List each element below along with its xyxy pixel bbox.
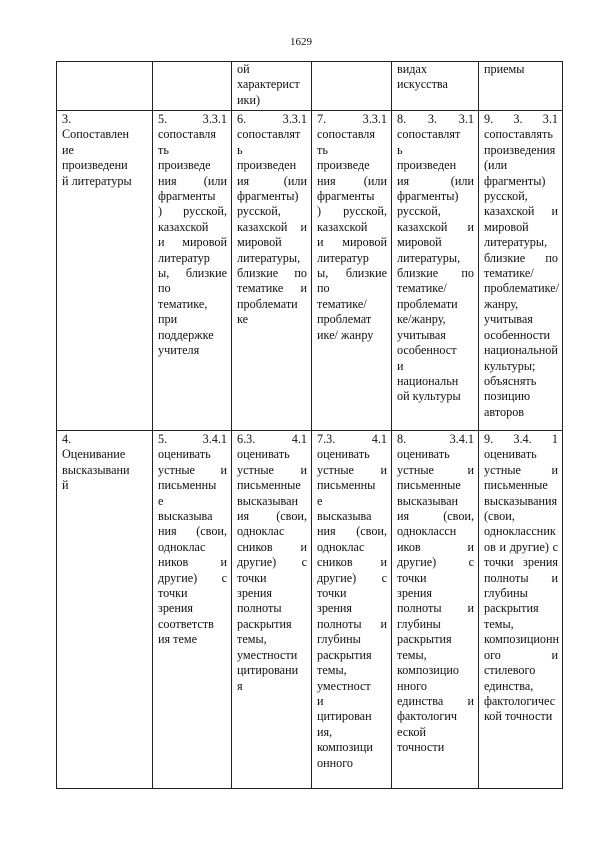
- cell-line: 9. 3.4. 1: [484, 432, 558, 446]
- cell-line: ие: [62, 142, 74, 157]
- cell-line: ия (или: [237, 173, 307, 188]
- cell-line: 6.3. 4.1: [237, 432, 307, 446]
- cell-line: приемы: [484, 62, 525, 76]
- cell-line: сопоставлят: [397, 127, 461, 142]
- cell-line: оценивать: [317, 447, 370, 462]
- cell-line: Оценивание: [62, 447, 126, 462]
- cell-line: жанру,: [484, 296, 519, 311]
- cell-line: 6. 3.3.1: [237, 112, 307, 126]
- cell-line: литератур: [158, 250, 210, 265]
- cell-line: русской,: [397, 204, 441, 219]
- cell-line: казахской и: [237, 219, 307, 234]
- cell-line: близкие по: [237, 266, 307, 281]
- cell-line: казахской и: [397, 219, 474, 234]
- cell-line: сопоставлять: [484, 127, 553, 142]
- cell-line: ия (свои,: [397, 509, 474, 524]
- cell-line: онного: [317, 755, 354, 770]
- cell-line: 5. 3.4.1: [158, 432, 227, 446]
- table-cell-grade-7: [312, 62, 392, 111]
- cell-line: ке: [237, 312, 249, 327]
- cell-line: (или: [484, 158, 508, 173]
- cell-line: ) русской,: [317, 204, 387, 219]
- cell-line: ики): [237, 92, 261, 107]
- cell-line: точки: [397, 570, 427, 585]
- cell-line: и: [397, 358, 404, 373]
- table-cell-grade-6: [232, 62, 312, 111]
- cell-line: фрагменты: [317, 189, 375, 204]
- cell-line: ть: [158, 142, 169, 157]
- cell-line: 5. 3.3.1: [158, 112, 227, 126]
- cell-line: 8. 3.4.1: [397, 432, 474, 446]
- cell-line: зрения: [317, 601, 352, 616]
- table-cell-grade-5: [153, 62, 232, 111]
- cell-line: устные и: [158, 462, 227, 477]
- cell-line: казахской и: [484, 204, 558, 219]
- cell-line: высказыван: [237, 493, 299, 508]
- cell-line: литератур: [317, 250, 369, 265]
- cell-line: и: [317, 693, 324, 708]
- cell-line: стилевого: [484, 663, 536, 678]
- cell-line: ике/ жанру: [317, 327, 374, 342]
- cell-line: я: [237, 678, 243, 693]
- cell-line: письменные: [397, 478, 461, 493]
- cell-line: фрагменты): [484, 173, 546, 188]
- cell-line: русской,: [237, 204, 281, 219]
- table-row: [57, 111, 563, 431]
- table-cell-grade-7: [312, 111, 392, 431]
- cell-line: ы, близкие: [158, 266, 227, 281]
- table-cell-grade-5: [153, 111, 232, 431]
- cell-line: раскрытия: [484, 601, 539, 616]
- cell-line: е: [158, 493, 164, 508]
- cell-line: ь: [397, 142, 403, 157]
- cell-line: ого и: [484, 647, 558, 662]
- cell-line: раскрытия: [397, 632, 452, 647]
- cell-line: зрения: [237, 586, 272, 601]
- cell-line: другие) с: [317, 570, 387, 585]
- cell-line: точности: [397, 740, 445, 755]
- cell-line: ия,: [317, 724, 333, 739]
- cell-line: нного: [397, 678, 427, 693]
- cell-line: полноты и: [397, 601, 474, 616]
- cell-line: 9. 3. 3.1: [484, 112, 558, 126]
- cell-line: другие) с: [237, 555, 307, 570]
- cell-line: ния (или: [158, 173, 227, 188]
- cell-line: проблемат: [317, 312, 372, 327]
- cell-line: ников и: [158, 555, 227, 570]
- cell-line: композицио: [397, 663, 459, 678]
- cell-line: уместност: [317, 678, 371, 693]
- cell-line: композици: [317, 740, 373, 755]
- cell-line: поддержке: [158, 327, 214, 342]
- page-number: 1629: [290, 36, 312, 48]
- cell-line: русской,: [484, 189, 528, 204]
- cell-line: одноклас: [317, 539, 365, 554]
- cell-line: видах: [397, 62, 427, 76]
- cell-line: ния (свои,: [158, 524, 227, 539]
- curriculum-table: [56, 61, 563, 789]
- cell-line: сников и: [317, 555, 387, 570]
- cell-line: объяснять: [484, 373, 537, 388]
- cell-line: тематике/: [317, 296, 367, 311]
- cell-line: учитывая: [397, 327, 446, 342]
- cell-line: по: [317, 281, 330, 296]
- cell-line: 7. 3.3.1: [317, 112, 387, 126]
- cell-line: мировой: [397, 235, 442, 250]
- cell-line: фактологичес: [484, 693, 556, 708]
- cell-line: письменные: [484, 478, 548, 493]
- table-cell-grade-8: [392, 431, 479, 789]
- cell-line: точки: [158, 586, 188, 601]
- cell-line: произведен: [237, 158, 297, 173]
- table-row: [57, 62, 563, 111]
- cell-line: глубины: [317, 632, 361, 647]
- cell-line: тематике/: [397, 281, 447, 296]
- cell-line: ой: [237, 62, 250, 76]
- cell-line: высказыван: [397, 493, 459, 508]
- cell-line: оценивать: [397, 447, 450, 462]
- table-cell-grade-9: [479, 62, 563, 111]
- cell-line: темы,: [484, 616, 514, 631]
- table-cell-topic: [57, 111, 153, 431]
- table-row: [57, 431, 563, 789]
- cell-line: одноклассник: [484, 524, 556, 539]
- cell-line: литературы,: [397, 250, 461, 265]
- cell-line: казахской: [158, 219, 209, 234]
- cell-line: национальной: [484, 343, 558, 358]
- cell-line: устные и: [397, 462, 474, 477]
- cell-line: раскрытия: [237, 616, 292, 631]
- cell-line: ния (или: [317, 173, 387, 188]
- cell-line: ия (свои,: [237, 509, 307, 524]
- cell-line: 4.: [62, 432, 72, 446]
- cell-line: мировой: [237, 235, 282, 250]
- cell-line: Сопоставлен: [62, 127, 130, 142]
- cell-line: сопоставля: [317, 127, 375, 142]
- cell-line: сопоставля: [158, 127, 216, 142]
- cell-line: полноты и: [317, 616, 387, 631]
- cell-line: произведен: [397, 158, 457, 173]
- cell-line: учитывая: [484, 312, 533, 327]
- cell-line: одноклас: [158, 539, 206, 554]
- table-cell-grade-8: [392, 111, 479, 431]
- cell-line: ия (или: [397, 173, 474, 188]
- cell-line: фрагменты): [237, 189, 299, 204]
- cell-line: темы,: [397, 647, 427, 662]
- cell-line: другие) с: [158, 570, 227, 585]
- table-cell-topic: [57, 431, 153, 789]
- cell-line: единства,: [484, 678, 534, 693]
- cell-line: и мировой: [158, 235, 227, 250]
- cell-line: фрагменты: [158, 189, 216, 204]
- cell-line: ия теме: [158, 632, 198, 647]
- cell-line: точки зрения: [484, 555, 558, 570]
- cell-line: казахской: [317, 219, 368, 234]
- cell-line: точки: [317, 586, 347, 601]
- cell-line: устные и: [317, 462, 387, 477]
- cell-line: иков и: [397, 539, 474, 554]
- cell-line: мировой: [484, 219, 529, 234]
- cell-line: ния (свои,: [317, 524, 387, 539]
- table-cell-grade-7: [312, 431, 392, 789]
- cell-line: й литературы: [62, 173, 132, 188]
- cell-line: фактологич: [397, 709, 457, 724]
- cell-line: тематике и: [237, 281, 307, 296]
- cell-line: глубины: [484, 586, 528, 601]
- table-cell-grade-9: [479, 111, 563, 431]
- cell-line: по: [158, 281, 171, 296]
- cell-line: ов и другие) с: [484, 539, 558, 554]
- cell-line: соответств: [158, 616, 214, 631]
- cell-line: темы,: [317, 663, 347, 678]
- cell-line: высказывания: [484, 493, 558, 508]
- cell-line: письменны: [158, 478, 217, 493]
- cell-line: одноклас: [237, 524, 285, 539]
- cell-line: сников и: [237, 539, 307, 554]
- cell-line: точки: [237, 570, 267, 585]
- cell-line: устные и: [484, 462, 558, 477]
- table-cell-grade-5: [153, 431, 232, 789]
- cell-line: позицию: [484, 389, 531, 404]
- cell-line: цитировани: [237, 663, 299, 678]
- cell-line: произведе: [317, 158, 370, 173]
- cell-line: национальн: [397, 373, 459, 388]
- cell-line: уместности: [237, 647, 298, 662]
- cell-line: й: [62, 478, 69, 493]
- cell-line: высказыва: [158, 509, 213, 524]
- cell-line: ой культуры: [397, 389, 461, 404]
- cell-line: произведени: [62, 158, 128, 173]
- table-cell-grade-8: [392, 62, 479, 111]
- cell-line: зрения: [397, 586, 432, 601]
- cell-line: полноты и: [484, 570, 558, 585]
- table-cell-topic: [57, 62, 153, 111]
- table-cell-grade-9: [479, 431, 563, 789]
- table-cell-grade-6: [232, 111, 312, 431]
- table-cell-grade-6: [232, 431, 312, 789]
- cell-line: зрения: [158, 601, 193, 616]
- cell-line: тематике,: [158, 296, 208, 311]
- cell-line: авторов: [484, 404, 525, 419]
- cell-line: учителя: [158, 343, 200, 358]
- cell-line: кой точности: [484, 709, 553, 724]
- cell-line: литературы,: [484, 235, 548, 250]
- cell-line: одноклассн: [397, 524, 457, 539]
- cell-line: близкие по: [397, 266, 474, 281]
- cell-line: проблемати: [237, 296, 298, 311]
- cell-line: фрагменты): [397, 189, 459, 204]
- cell-line: проблемати: [397, 296, 458, 311]
- cell-line: ке/жанру,: [397, 312, 446, 327]
- cell-line: литературы,: [237, 250, 301, 265]
- cell-line: высказыва: [317, 509, 372, 524]
- cell-line: 3.: [62, 112, 72, 126]
- cell-line: и мировой: [317, 235, 387, 250]
- cell-line: устные и: [237, 462, 307, 477]
- cell-line: раскрытия: [317, 647, 372, 662]
- cell-line: полноты: [237, 601, 282, 616]
- cell-line: особенности: [484, 327, 551, 342]
- cell-line: культуры;: [484, 358, 536, 373]
- cell-line: особенност: [397, 343, 457, 358]
- cell-line: оценивать: [158, 447, 211, 462]
- cell-line: оценивать: [237, 447, 290, 462]
- cell-line: темы,: [237, 632, 267, 647]
- cell-line: искусства: [397, 77, 448, 92]
- cell-line: ь: [237, 142, 243, 157]
- cell-line: характерист: [237, 77, 300, 92]
- cell-line: оценивать: [484, 447, 537, 462]
- cell-line: произведе: [158, 158, 211, 173]
- cell-line: композиционн: [484, 632, 560, 647]
- cell-line: 7.3. 4.1: [317, 432, 387, 446]
- cell-line: еской: [397, 724, 427, 739]
- cell-line: другие) с: [397, 555, 474, 570]
- cell-line: цитирован: [317, 709, 372, 724]
- cell-line: сопоставлят: [237, 127, 301, 142]
- cell-line: единства и: [397, 693, 474, 708]
- cell-line: при: [158, 312, 178, 327]
- cell-line: письменные: [237, 478, 301, 493]
- cell-line: письменны: [317, 478, 376, 493]
- cell-line: (свои,: [484, 509, 515, 524]
- cell-line: ы, близкие: [317, 266, 387, 281]
- cell-line: ) русской,: [158, 204, 227, 219]
- cell-line: близкие по: [484, 250, 558, 265]
- cell-line: произведения: [484, 142, 556, 157]
- cell-line: глубины: [397, 616, 441, 631]
- cell-line: высказывани: [62, 462, 130, 477]
- cell-line: проблематике/: [484, 281, 560, 296]
- cell-line: тематике/: [484, 266, 534, 281]
- cell-line: ть: [317, 142, 328, 157]
- cell-line: е: [317, 493, 323, 508]
- cell-line: 8. 3. 3.1: [397, 112, 474, 126]
